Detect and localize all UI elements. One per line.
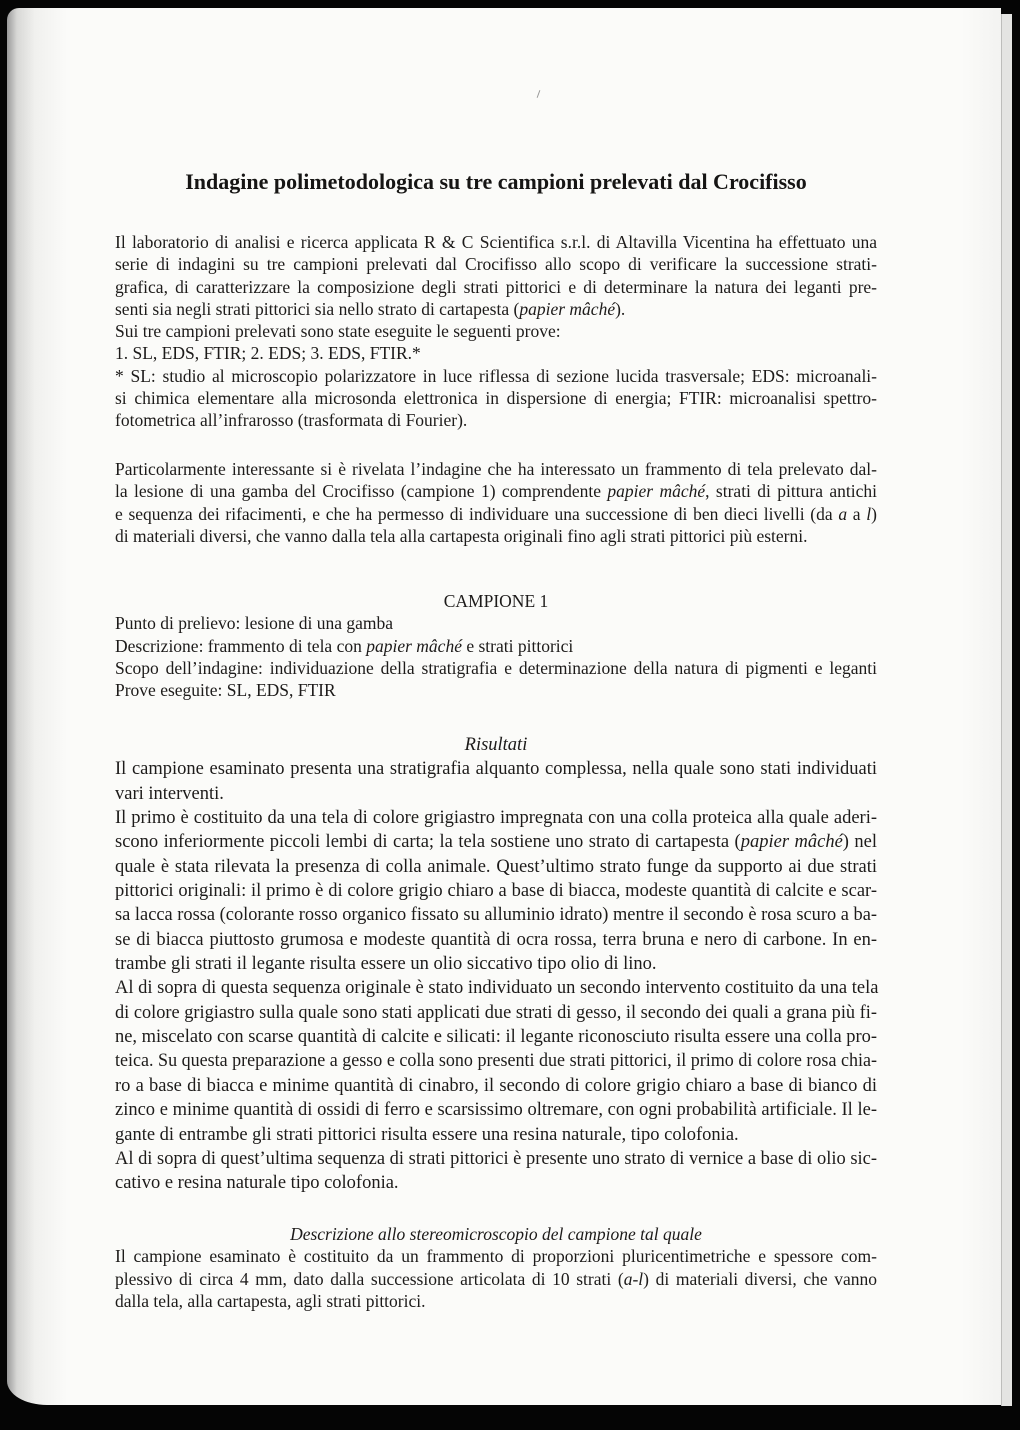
text-line [115,952,877,976]
text-segment: zinco e minime quantità di ossidi di ferro e scarsissimo oltremare, con ogni probabilità artificiale. Il le- [115,1100,877,1121]
text-line [115,1001,877,1025]
text-segment: se di biacca piuttosto grumosa e modeste quantità di ocra rossa, terra bruna e nero di carbone. In en- [115,929,877,950]
text-segment: cativo e resina naturale tipo colofonia. [115,1173,399,1194]
text-segment: ro a base di biacca e minime quantità di cinabro, il secondo di colore grigio chiaro a base di bianco di [115,1075,877,1096]
text-segment: , strati di pittura antichi [705,481,877,502]
text-line [115,1074,877,1098]
text-segment: 1. SL, EDS, FTIR; 2. EDS; 3. EDS, FTIR.* [115,343,421,364]
text-segment: Il laboratorio di analisi e ricerca applicata R & C Scientifica s.r.l. di Altavilla Vicentina ha effettuato una [115,232,877,252]
text-line [115,298,877,320]
text-segment: ). [615,298,626,319]
text-line [115,928,877,952]
text-line [115,879,877,903]
text-segment: Il campione esaminato presenta una stratigrafia alquanto complessa, nella quale sono stati individuati [115,759,877,780]
text-line [115,976,877,1000]
text-line [115,253,877,275]
italic-text: papier mâché [366,635,462,656]
text-segment: di materiali diversi, che vanno dalla tela alla cartapesta originali fino agli strati pittorici più esterni. [115,525,808,546]
text-segment: a [847,503,867,524]
text-line [115,1025,877,1049]
text-line [115,657,877,679]
text-line [115,365,877,387]
text-segment: Prove eseguite: SL, EDS, FTIR [115,680,336,701]
text-segment: trambe gli strati il legante risulta essere un olio siccativo tipo olio di lino. [115,954,657,975]
text-segment: Sui tre campioni prelevati sono state eseguite le seguenti prove: [115,321,561,342]
text-segment: Descrizione: frammento di tela con [115,635,367,656]
text-line [115,1245,877,1267]
text-line [115,1123,877,1147]
italic-text: l [866,503,872,524]
section-heading [115,1223,877,1245]
text-line [115,855,877,879]
text-segment: * SL: studio al microscopio polarizzatore in luce riflessa di sezione lucida trasversale; EDS: microanali- [115,365,877,386]
section-risultati [115,733,877,1196]
text-segment: ) di materiali diversi, che vanno [643,1268,878,1289]
italic-text: papier mâché [740,832,843,853]
text-line [115,276,877,298]
text-segment: grafica, di caratterizzare la composizione degli strati pittorici e di determinare la natura dei leganti pre- [115,276,877,297]
text-line [115,830,877,854]
page-title: Indagine polimetodologica su tre campioni prelevati dal Crocifisso [185,169,807,194]
text-segment: Al di sopra di quest’ultima sequenza di strati pittorici è presente uno strato di vernice a base di olio sic- [115,1148,877,1169]
page-edge [1001,14,1012,1406]
italic-text: Descrizione allo stereomicroscopio del campione tal quale [290,1224,702,1244]
text-line [115,903,877,927]
text-segment: si chimica elementare alla microsonda elettronica in dispersione di energia; FTIR: microanalisi spettro- [115,388,877,409]
text-segment: ) nel [842,832,878,853]
italic-text: papier mâché [519,298,616,319]
text-line [115,409,877,431]
italic-text: papier mâché [607,481,706,502]
section-heading [115,733,877,757]
text-line [115,806,877,830]
text-segment: di colore grigiastro sulla quale sono stati applicati due strati di gesso, il secondo dei quali a grana più fi- [115,1002,877,1023]
text-segment: CAMPIONE 1 [443,591,549,611]
text-line [115,1171,877,1195]
text-line [115,231,877,253]
text-segment: teica. Su questa preparazione a gesso e colla sono presenti due strati pittorici, il primo di colore rosa chia- [115,1051,877,1072]
text-line [115,342,877,364]
text-segment: la lesione di una gamba del Crocifisso (campione 1) comprendente [115,481,608,502]
text-segment: Punto di prelievo: lesione di una gamba [115,613,394,634]
text-segment: pittorici originali: il primo è di colore grigio chiaro a base di biacca, modeste quantità di calcite e scar- [115,881,877,902]
text-segment: ) [871,503,877,524]
text-segment: Scopo dell’indagine: individuazione della stratigrafia e determinazione della natura di pigmenti e leganti [115,657,877,678]
text-segment: quale è stata rilevata la presenza di colla animale. Quest’ultimo strato funge da supporto ai due strati [115,856,877,877]
text-segment: dalla tela, alla cartapesta, agli strati pittorici. [115,1290,426,1311]
text-line [115,480,877,502]
text-segment: sa lacca rossa (colorante rosso organico fissato su alluminio idrato) mentre il secondo è rosa scuro a ba- [115,905,877,926]
text-segment: Particolarmente interessante si è rivelata l’indagine che ha interessato un frammento di tela prelevato dal- [115,459,877,479]
text-line [115,757,877,781]
text-line [115,1098,877,1122]
text-line [115,1268,877,1290]
text-line [115,1290,877,1312]
text-segment: senti sia negli strati pittorici sia nello strato di cartapesta ( [115,298,520,319]
text-segment: serie di indagini su tre campioni prelevati dal Crocifisso allo scopo di verificare la successione strati- [115,254,877,275]
text-line [115,387,877,409]
italic-text: a [838,503,848,524]
text-line [115,612,877,634]
text-line [115,503,877,525]
text-line [115,320,877,342]
text-segment: e strati pittorici [461,635,574,656]
text-segment: fotometrica all’infrarosso (trasformata di Fourier). [115,410,468,431]
text-segment: plessivo di circa 4 mm, dato dalla successione articolata di 10 strati ( [115,1268,624,1289]
text-line [115,635,877,657]
italic-text: Risultati [464,735,528,755]
text-segment: e sequenza dei rifacimenti, e che ha permesso di individuare una successione di ben dieci livelli (da [115,503,839,524]
italic-text: a-l [623,1268,644,1289]
section-intro [115,231,877,432]
text-line [115,525,877,547]
text-segment: Il primo è costituito da una tela di colore grigiastro impregnata con una colla proteica alla quale aderi- [115,808,877,829]
section-heading [115,590,877,612]
text-line [115,458,877,480]
text-segment: ne, miscelato con scarse quantità di calcite e silicati: il legante riconosciuto risulta essere una colla pro- [115,1027,877,1048]
text-line [115,782,877,806]
text-line [115,1147,877,1171]
text-segment: gante di entrambe gli strati pittorici risulta essere una resina naturale, tipo colofonia. [115,1124,739,1145]
text-segment: Il campione esaminato è costituito da un frammento di proporzioni pluricentimetriche e spessore com- [115,1246,877,1267]
text-line [115,679,877,701]
text-line [115,1049,877,1073]
section-descrizione [115,1223,877,1312]
text-segment: Al di sopra di questa sequenza originale è stato individuato un secondo intervento costituito da una tela [115,978,879,999]
text-segment: scono inferiormente piccoli lembi di carta; la tela sostiene uno strato di cartapesta ( [115,832,741,853]
text-segment: vari interventi. [115,783,224,804]
section-campione-1 [115,590,877,701]
section-particolarmente [115,458,877,547]
